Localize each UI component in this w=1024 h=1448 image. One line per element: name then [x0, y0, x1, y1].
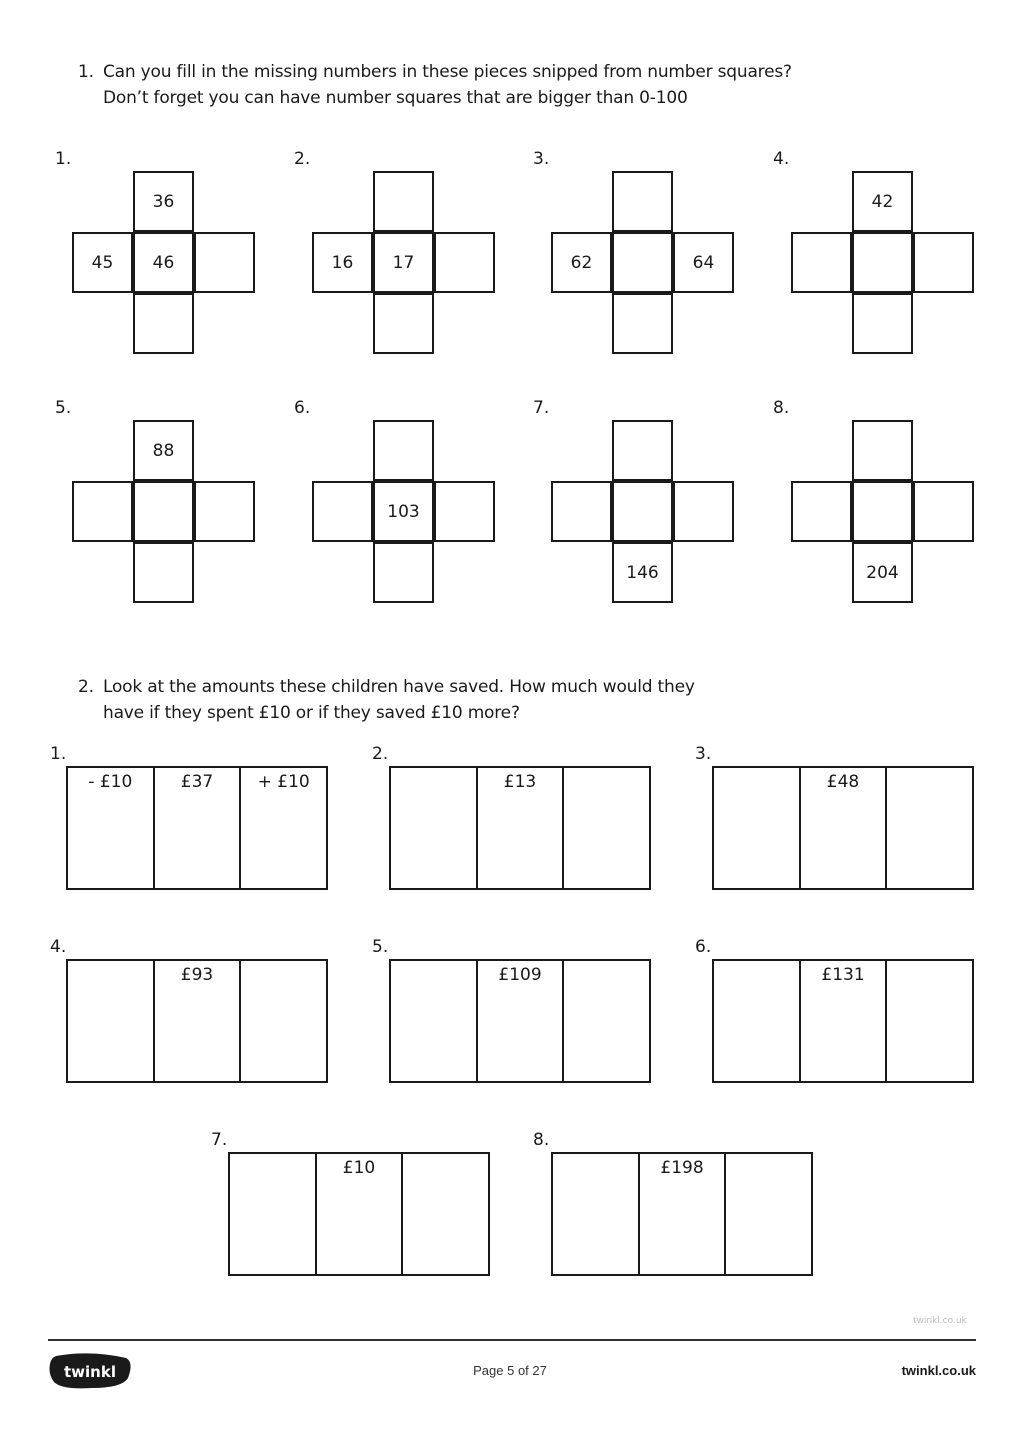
saved-column[interactable]: £10 [317, 1154, 404, 1274]
question-1-line-1: Can you fill in the missing numbers in these pieces snipped from number squares? [103, 62, 792, 82]
watermark-text: twinkl.co.uk [913, 1316, 967, 1326]
more-column[interactable] [564, 961, 649, 1081]
saved-column[interactable]: £109 [478, 961, 565, 1081]
puzzle-label: 2. [294, 149, 311, 169]
cell-bottom[interactable] [133, 542, 194, 603]
more-column[interactable] [564, 768, 649, 888]
cell-bottom[interactable]: 204 [852, 542, 913, 603]
cell-right[interactable] [913, 232, 974, 293]
question-2-heading [0, 674, 1024, 726]
site-url[interactable]: twinkl.co.uk [901, 1363, 976, 1378]
cell-right[interactable] [434, 232, 495, 293]
spent-column[interactable] [230, 1154, 317, 1274]
twinkl-logo [48, 1352, 132, 1390]
savings-label: 3. [695, 744, 712, 764]
question-2-line-1: Look at the amounts these children have saved. How much would they [103, 677, 695, 697]
cell-center[interactable] [852, 232, 913, 293]
more-column[interactable] [887, 768, 972, 888]
more-column[interactable] [887, 961, 972, 1081]
cell-bottom[interactable] [133, 293, 194, 354]
more-column[interactable] [241, 961, 326, 1081]
saved-column[interactable]: £37 [155, 768, 242, 888]
more-column[interactable] [726, 1154, 811, 1274]
puzzle-label: 1. [55, 149, 72, 169]
puzzle-label: 6. [294, 398, 311, 418]
saved-column[interactable]: £93 [155, 961, 242, 1081]
spent-column[interactable] [68, 961, 155, 1081]
puzzle-label: 5. [55, 398, 72, 418]
cell-top[interactable] [373, 171, 434, 232]
savings-label: 8. [533, 1130, 550, 1150]
puzzle-label: 4. [773, 149, 790, 169]
cell-top[interactable]: 88 [133, 420, 194, 481]
cell-center[interactable] [612, 232, 673, 293]
question-1-line-2: Don’t forget you can have number squares that are bigger than 0-100 [103, 88, 688, 108]
page-number: Page 5 of 27 [473, 1363, 547, 1378]
puzzle-label: 3. [533, 149, 550, 169]
cell-center[interactable] [852, 481, 913, 542]
question-1-heading [0, 59, 1024, 111]
cell-bottom[interactable] [373, 293, 434, 354]
more-column[interactable]: + £10 [257, 772, 310, 792]
cell-left[interactable] [312, 481, 373, 542]
cell-right[interactable] [673, 481, 734, 542]
cell-left[interactable] [791, 232, 852, 293]
cell-right[interactable]: 64 [673, 232, 734, 293]
cell-center[interactable] [133, 481, 194, 542]
cell-bottom[interactable] [373, 542, 434, 603]
cell-bottom[interactable] [852, 293, 913, 354]
spent-column[interactable] [391, 768, 478, 888]
saved-column[interactable]: £198 [640, 1154, 727, 1274]
more-column[interactable] [403, 1154, 488, 1274]
spent-column[interactable]: - £10 [68, 768, 155, 888]
cell-right[interactable] [913, 481, 974, 542]
logo-text: twinkl [64, 1363, 116, 1381]
savings-label: 7. [211, 1130, 228, 1150]
spent-column[interactable] [553, 1154, 640, 1274]
question-2-line-2: have if they spent £10 or if they saved £10 more? [103, 703, 520, 723]
savings-label: 1. [50, 744, 67, 764]
cell-left[interactable] [551, 481, 612, 542]
savings-label: 5. [372, 937, 389, 957]
savings-label: 6. [695, 937, 712, 957]
cell-center[interactable]: 103 [373, 481, 434, 542]
puzzle-label: 8. [773, 398, 790, 418]
cell-right[interactable] [194, 232, 255, 293]
cell-bottom[interactable] [612, 293, 673, 354]
savings-label: 4. [50, 937, 67, 957]
cell-left[interactable] [791, 481, 852, 542]
cell-bottom[interactable]: 146 [612, 542, 673, 603]
question-2-number: 2. [78, 677, 94, 697]
spent-column[interactable] [391, 961, 478, 1081]
footer-divider [48, 1339, 976, 1341]
cell-top[interactable] [612, 420, 673, 481]
spent-column[interactable] [714, 768, 801, 888]
saved-column[interactable]: £13 [478, 768, 565, 888]
cell-right[interactable] [194, 481, 255, 542]
cell-right[interactable] [434, 481, 495, 542]
question-1-number: 1. [78, 62, 94, 82]
savings-label: 2. [372, 744, 389, 764]
saved-column[interactable]: £131 [801, 961, 888, 1081]
cell-top[interactable]: 42 [852, 171, 913, 232]
cell-left[interactable]: 45 [72, 232, 133, 293]
spent-column[interactable] [714, 961, 801, 1081]
cell-top[interactable] [612, 171, 673, 232]
cell-center[interactable]: 17 [373, 232, 434, 293]
saved-column[interactable]: £48 [801, 768, 888, 888]
cell-top[interactable] [852, 420, 913, 481]
cell-center[interactable] [612, 481, 673, 542]
cell-center[interactable]: 46 [133, 232, 194, 293]
cell-left[interactable] [72, 481, 133, 542]
cell-left[interactable]: 16 [312, 232, 373, 293]
cell-top[interactable]: 36 [133, 171, 194, 232]
cell-top[interactable] [373, 420, 434, 481]
cell-left[interactable]: 62 [551, 232, 612, 293]
puzzle-label: 7. [533, 398, 550, 418]
